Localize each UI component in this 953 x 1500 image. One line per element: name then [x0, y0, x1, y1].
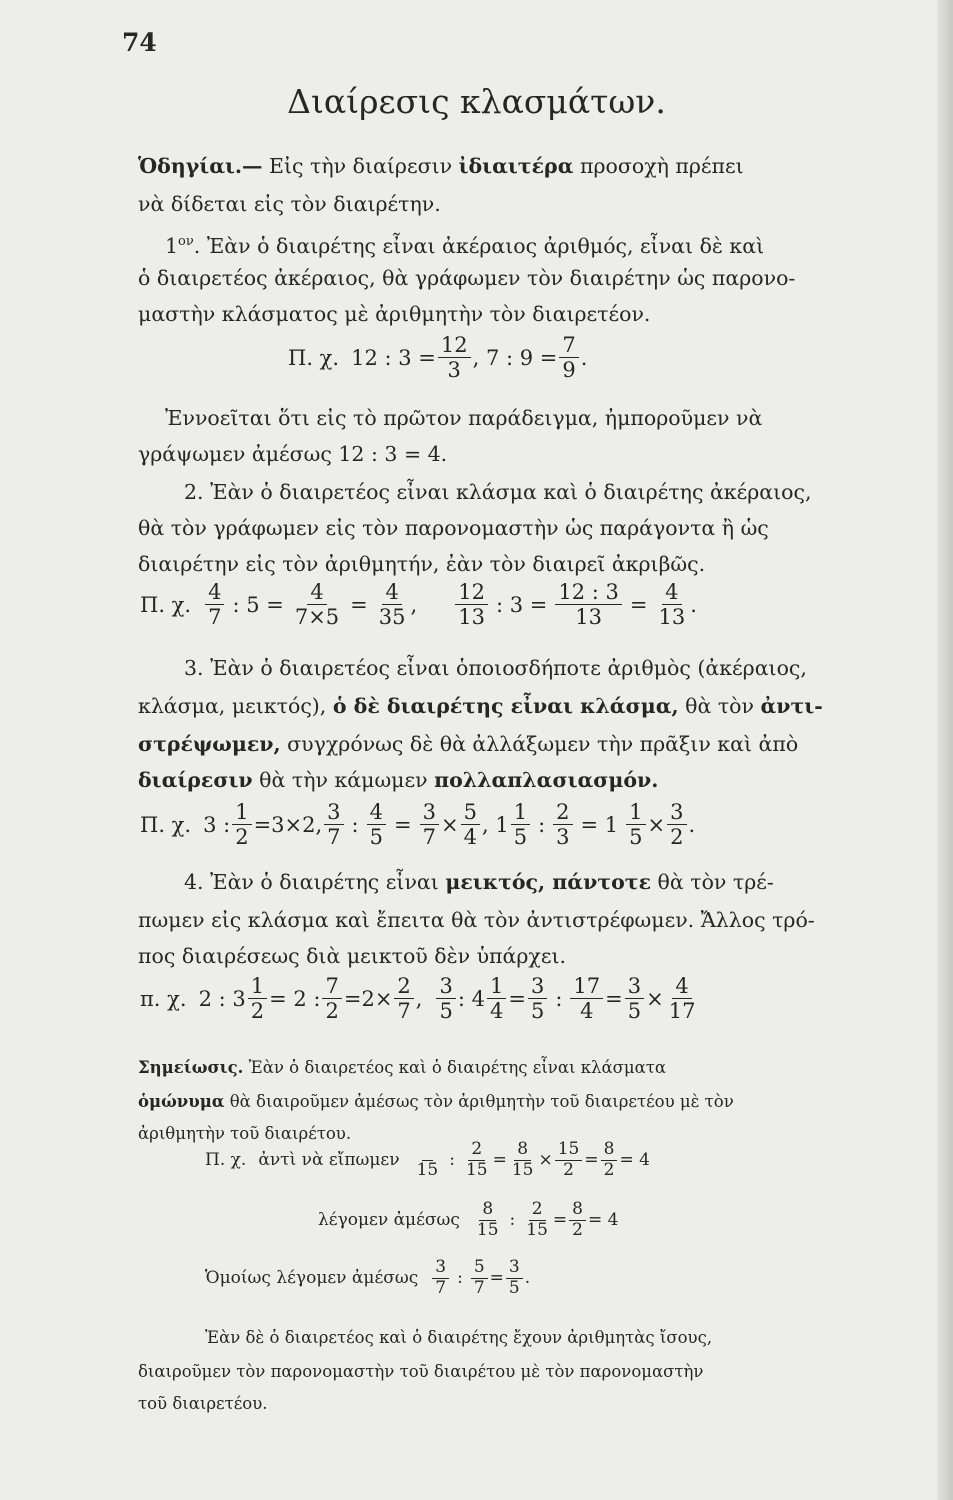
intro-heading: Ὁδηγίαι.—: [138, 154, 263, 178]
fraction: $\frac{3}{2}$: [667, 800, 686, 849]
rule2-line-1: 2. Ἐὰν ὁ διαιρετέος εἶναι κλάσμα καὶ ὁ διαιρέτης ἀκέραιος,: [184, 480, 812, 504]
rule1-line-2: ὁ διαιρετέος ἀκέραιος, θὰ γράφωμεν τὸν διαιρέτην ὡς παρονο-: [138, 266, 796, 290]
rule3-line-4: διαίρεσιν θὰ τὴν κάμωμεν πολλαπλασιασμόν.: [138, 768, 659, 792]
fraction: $\frac{4}{7}$: [205, 580, 224, 629]
fraction: 15: [414, 1140, 442, 1180]
note-line-1: Σημείωσις. Ἐὰν ὁ διαιρετέος καὶ ὁ διαιρέτης εἶναι κλάσματα: [138, 1058, 667, 1077]
fraction: $\frac{2}{15}$: [526, 1199, 548, 1240]
note-final-1: Ἐὰν δὲ ὁ διαιρετέος καὶ ὁ διαιρέτης ἔχουν ἀριθμητὰς ἴσους,: [205, 1328, 713, 1347]
note-line-2: ὁμώνυμα θὰ διαιροῦμεν ἀμέσως τὸν ἀριθμητὴν τοῦ διαιρετέου μὲ τὸν: [138, 1092, 734, 1111]
rule3-line-1: 3. Ἐὰν ὁ διαιρετέος εἶναι ὁποιοσδήποτε ἀριθμὸς (ἀκέραιος,: [184, 656, 807, 680]
fraction: $\frac{3}{7}$: [420, 800, 439, 849]
fraction: $\frac{5}{7}$: [471, 1258, 488, 1298]
page-number: 74: [122, 28, 157, 57]
fraction: $\frac{7}{9}$: [559, 333, 578, 382]
fraction: $\frac{4}{35}$: [378, 580, 406, 630]
intro-line-1: Ὁδηγίαι.— Εἰς τὴν διαίρεσιν ἰδιαιτέρα προσοχὴ πρέπει: [138, 154, 744, 178]
note-example-2: λέγομεν ἀμέσως $\frac{8}{15}$ : $\frac{2}{15}$ = $\frac{8}{2}$ = 4: [318, 1199, 619, 1240]
fraction: $\frac{12}{3}$: [438, 333, 471, 382]
book-spine-shadow: [937, 0, 953, 1500]
fraction: $\frac{3}{5}$: [436, 974, 455, 1023]
fraction: $\frac{15}{2}$: [555, 1140, 583, 1180]
fraction: $\frac{2}{7}$: [394, 974, 413, 1023]
rule2-line-2: θὰ τὸν γράφωμεν εἰς τὸν παρονομαστὴν ὡς παράγοντα ἢ ὡς: [138, 516, 769, 540]
page-title: Διαίρεσις κλασμάτων.: [287, 82, 666, 121]
note-final-3: τοῦ διαιρετέου.: [138, 1394, 268, 1413]
fraction: $\frac{8}{2}$: [569, 1200, 586, 1240]
fraction: $\frac{8}{15}$: [476, 1199, 499, 1240]
note-final-2: διαιροῦμεν τὸν παρονομαστὴν τοῦ διαιρέτου μὲ τὸν παρονομαστὴν: [138, 1362, 704, 1381]
rule2-example: Π. χ. $\frac{4}{7}$ : 5 = $\frac{4}{7\times 5}$ = $\frac{4}{35}$ , $\frac{12}{13}$ : 3 = $\frac{12 : 3}{13}$ = $\frac{4}{13}$ .: [140, 580, 697, 630]
rule2-line-3: διαιρέτην εἰς τὸν ἀριθμητήν, ἐὰν τὸν διαιρεῖ ἀκριβῶς.: [138, 552, 706, 576]
fraction: $\frac{7}{2}$: [322, 974, 341, 1023]
fraction: $\frac{4}{13}$: [658, 580, 686, 630]
fraction: $\frac{12 : 3}{13}$: [555, 580, 622, 629]
note-line-3: ἀριθμητὴν τοῦ διαιρέτου.: [138, 1124, 352, 1143]
fraction: $\frac{3}{7}$: [432, 1258, 449, 1298]
rule3-example: Π. χ. 3 : $\frac{1}{2}$ =3×2, $\frac{3}{7}$ : $\frac{4}{5}$ = $\frac{3}{7}$ × $\frac{5}{4}$ , 1 $\frac{1}{5}$ : $\frac{2}{3}$ = 1 $\frac{1}{5}$ × $\frac{3}{2}$ .: [140, 800, 696, 850]
fraction: $\frac{12}{13}$: [455, 580, 488, 629]
fraction: $\frac{3}{7}$: [324, 800, 343, 849]
rule3-line-2: κλάσμα, μεικτός), ὁ δὲ διαιρέτης εἶναι κλάσμα, θὰ τὸν ἀντι-: [138, 694, 823, 718]
fraction: $\frac{1}{5}$: [511, 800, 530, 849]
fraction: $\frac{17}{4}$: [570, 974, 603, 1023]
fraction: $\frac{1}{4}$: [487, 974, 506, 1023]
fraction: $\frac{1}{2}$: [248, 974, 267, 1023]
fraction: $\frac{3}{5}$: [625, 974, 644, 1023]
fraction: $\frac{2}{15}$: [465, 1139, 488, 1180]
fraction: $\frac{4}{5}$: [367, 800, 386, 849]
rule1-line-3: μαστὴν κλάσματος μὲ ἀριθμητὴν τὸν διαιρετέον.: [138, 302, 651, 326]
fraction: $\frac{1}{5}$: [626, 800, 645, 849]
fraction: $\frac{8}{2}$: [601, 1140, 618, 1180]
fraction: $\frac{8}{15}$: [511, 1139, 534, 1180]
rule4-example: π. χ. 2 : 3 $\frac{1}{2}$ = 2 : $\frac{7}{2}$ =2× $\frac{2}{7}$ , $\frac{3}{5}$ : 4 $\frac{1}{4}$ = $\frac{3}{5}$ : $\frac{17}{4}$ = $\frac{3}{5}$ × $\frac{4}{17}$: [140, 974, 700, 1023]
rule4-line-3: πος διαιρέσεως διὰ μεικτοῦ δὲν ὑπάρχει.: [138, 944, 567, 968]
fraction: $\frac{3}{5}$: [528, 974, 547, 1023]
intro-emphasis: ἰδιαιτέρα: [458, 154, 574, 178]
rule4-line-1: 4. Ἐὰν ὁ διαιρέτης εἶναι μεικτός, πάντοτε θὰ τὸν τρέ-: [184, 870, 774, 894]
fraction: $\frac{4}{17}$: [668, 974, 696, 1024]
fraction: $\frac{1}{2}$: [232, 800, 251, 849]
rule4-line-2: πωμεν εἰς κλάσμα καὶ ἔπειτα θὰ τὸν ἀντιστρέφωμεν. Ἄλλος τρό-: [138, 908, 815, 932]
note-example-1: Π. χ. ἀντὶ νὰ εἴπωμεν 15 : $\frac{2}{15}$ = $\frac{8}{15}$ × $\frac{15}{2}$ = $\frac{8}{2}$ = 4: [205, 1139, 650, 1180]
note-example-3: Ὁμοίως λέγομεν ἀμέσως $\frac{3}{7}$ : $\frac{5}{7}$ = $\frac{3}{5}$ .: [205, 1257, 531, 1298]
rule3-line-3: στρέψωμεν, συγχρόνως δὲ θὰ ἀλλάξωμεν τὴν πρᾶξιν καὶ ἀπὸ: [138, 732, 799, 756]
rule1-after-1: Ἐννοεῖται ὅτι εἰς τὸ πρῶτον παράδειγμα, ἠμποροῦμεν νὰ: [165, 406, 763, 430]
rule1-after-2: γράψωμεν ἀμέσως 12 : 3 = 4.: [138, 442, 448, 466]
fraction: $\frac{3}{5}$: [506, 1258, 523, 1298]
intro-line-2: νὰ δίδεται εἰς τὸν διαιρέτην.: [138, 192, 441, 216]
fraction: $\frac{5}{4}$: [461, 800, 480, 849]
rule1-line-1: $1^{o\nu}$. Ἐὰν ὁ διαιρέτης εἶναι ἀκέραιος ἀριθμός, εἶναι δὲ καὶ: [165, 233, 765, 258]
rule1-example: Π. χ. 12 : 3 = $\frac{12}{3}$ , 7 : 9 = $\frac{7}{9}$ .: [288, 333, 588, 383]
note-heading: Σημείωσις.: [138, 1058, 244, 1077]
fraction: $\frac{4}{7\times 5}$: [294, 580, 340, 630]
fraction: $\frac{2}{3}$: [553, 800, 572, 849]
